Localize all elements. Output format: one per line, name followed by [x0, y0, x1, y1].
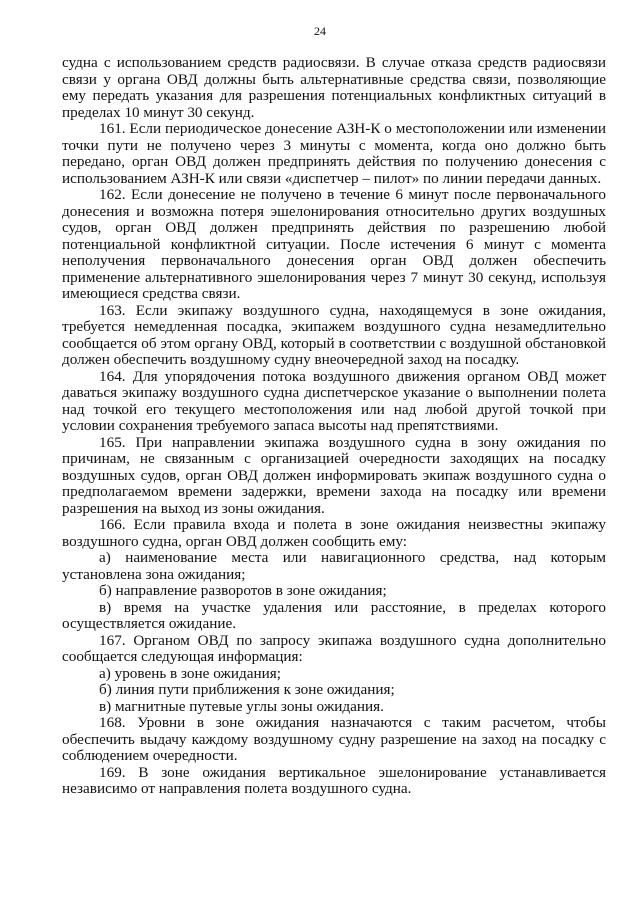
list-item-166-a: а) наименование места или навигационного средства, над которым установлена зона ожидания;: [62, 549, 606, 583]
list-item-167-c: в) магнитные путевые углы зоны ожидания.: [99, 697, 384, 715]
document-body: [62, 55, 606, 798]
paragraph-163: 163. Если экипажу воздушного судна, находящемуся в зоне ожидания, требуется немедленная посадка, экипажем воздушного судна незамедлительно сообщается об этом органу ОВД, который в соответствии с воздушной обстановкой должен обеспечить воздушному судну внеочередной заход на посадку.: [62, 301, 606, 368]
list-item-166-b: б) направление разворотов в зоне ожидания;: [99, 582, 387, 599]
paragraph-168: 168. Уровни в зоне ожидания назначаются с таким расчетом, чтобы обеспечить выдачу каждому воздушному судну разрешение на заход на посадку с соблюдением очередности.: [62, 714, 606, 764]
paragraph-164: 164. Для упорядочения потока воздушного движения органом ОВД может даваться экипажу воздушного судна диспетчерское указание о выполнении полета над точкой его текущего местоположения или над любой другой точкой при условии сохранения требуемого запаса высоты над препятствиями.: [62, 367, 606, 434]
paragraph-169: 169. В зоне ожидания вертикальное эшелонирование устанавливается независимо от направления полета воздушного судна.: [62, 763, 606, 797]
page-number: 24: [314, 24, 326, 38]
paragraph-161: 161. Если периодическое донесение АЗН-К о местоположении или изменении точки пути не получено через 3 минуты с момента, когда оно должно быть передано, орган ОВД должен предпринять действия по получению донесения с использованием АЗН-К или связи «диспетчер – пилот» по линии передачи данных.: [62, 120, 606, 187]
list-item-167-b: б) линия пути приближения к зоне ожидания;: [99, 681, 395, 698]
list-item-167-a: а) уровень в зоне ожидания;: [99, 664, 281, 682]
paragraph-continuation: судна с использованием средств радиосвязи. В случае отказа средств радиосвязи связи у органа ОВД должны быть альтернативные средства связи, позволяющие ему передать указания для разрешения потенциальных конфликтных ситуаций в пределах 10 минут 30 секунд.: [62, 54, 606, 121]
paragraph-162: 162. Если донесение не получено в течение 6 минут после первоначального донесения и возможна потеря эшелонирования относительно других воздушных судов, орган ОВД должен предпринять действия по разрешению любой потенциальной конфликтной ситуации. После истечения 6 минут с момента неполучения первоначального донесения орган ОВД должен обеспечить применение альтернативного эшелонирования через 7 минут 30 секунд, используя имеющиеся средства связи.: [62, 186, 606, 302]
paragraph-165: 165. При направлении экипажа воздушного судна в зону ожидания по причинам, не связанным с организацией очередности заходящих на посадку воздушных судов, орган ОВД должен информировать экипаж воздушного судна о предполагаемом времени задержки, времени захода на посадку или времени разрешения на выход из зоны ожидания.: [62, 433, 606, 517]
paragraph-166: 166. Если правила входа и полета в зоне ожидания неизвестны экипажу воздушного судна, орган ОВД должен сообщить ему:: [62, 516, 606, 550]
paragraph-167: 167. Органом ОВД по запросу экипажа воздушного судна дополнительно сообщается следующая информация:: [62, 631, 606, 665]
list-item-166-c: в) время на участке удаления или расстояние, в пределах которого осуществляется ожидание.: [62, 598, 606, 632]
